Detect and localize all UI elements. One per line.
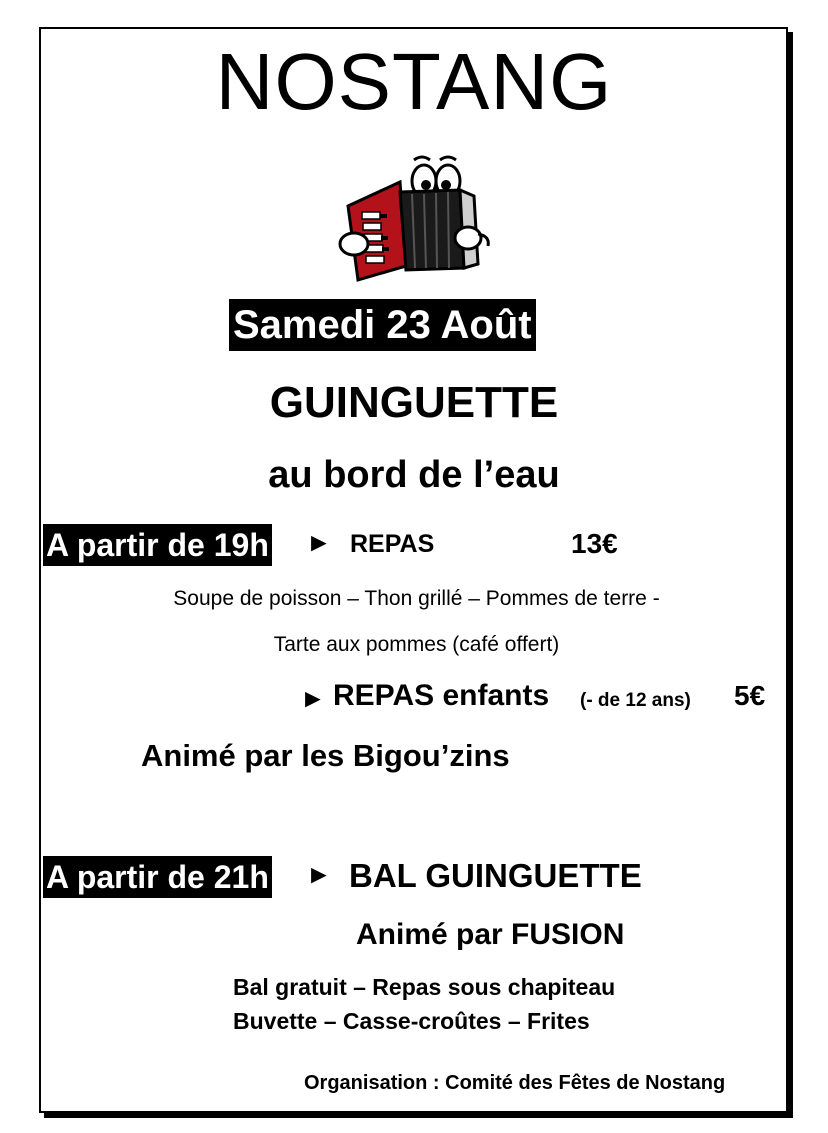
kids-arrow-icon: ► [300,683,326,713]
ball-arrow-icon: ► [306,859,332,889]
cartoon-accordion-icon [336,148,490,283]
menu-line-1: Soupe de poisson – Thon grillé – Pommes de terre - [173,587,660,610]
menu-line-2: Tarte aux pommes (café offert) [273,633,560,656]
event-location: au bord de l’eau [268,454,560,496]
event-name: GUINGUETTE [269,378,559,427]
ball-host: Animé par FUSION [356,918,625,951]
ball-info-line-2: Buvette – Casse-croûtes – Frites [233,1008,590,1034]
ball-time-badge: A partir de 21h [43,856,272,898]
dinner-arrow-icon: ► [306,527,332,557]
dinner-label: REPAS [350,530,435,558]
event-date: Samedi 23 Août [229,299,536,351]
dinner-price: 13€ [571,528,618,559]
kids-meal-label: REPAS enfants [333,679,550,712]
ball-info-line-1: Bal gratuit – Repas sous chapiteau [233,974,616,1000]
kids-age-note: (- de 12 ans) [580,690,691,711]
dinner-time-badge: A partir de 19h [43,524,272,566]
organizer-credit: Organisation : Comité des Fêtes de Nostang [304,1072,726,1094]
ball-label: BAL GUINGUETTE [349,857,642,894]
kids-meal-price: 5€ [734,680,766,711]
poster-title: NOSTANG [215,37,613,126]
dinner-host: Animé par les Bigou’zins [141,738,510,773]
